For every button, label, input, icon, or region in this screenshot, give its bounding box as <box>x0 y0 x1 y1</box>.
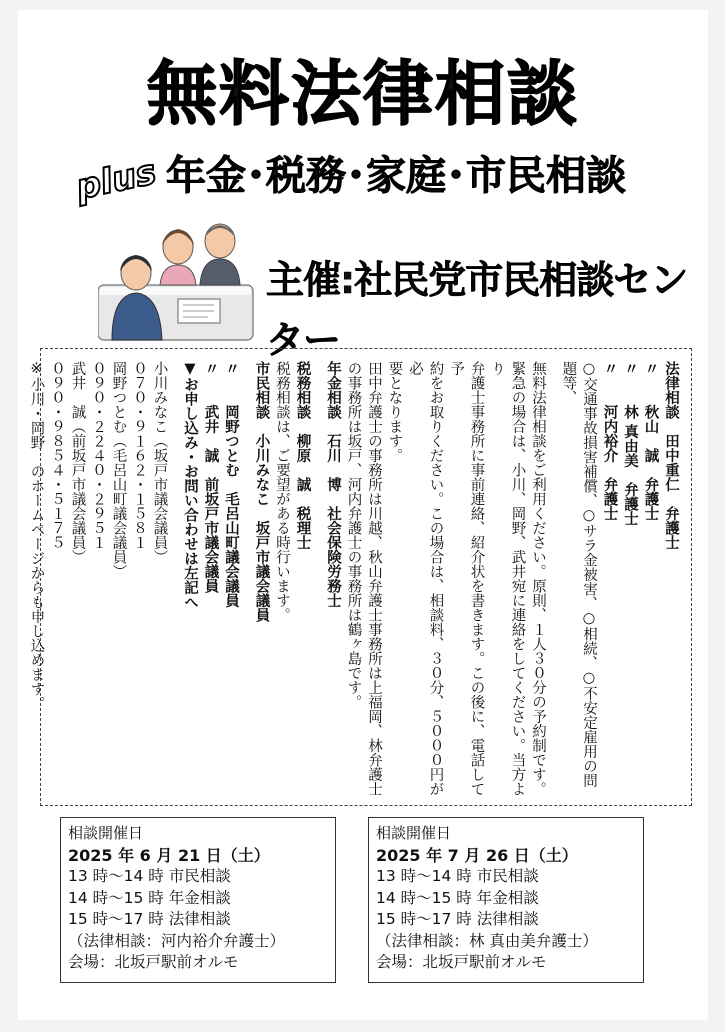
schedule-lawyer: （法律相談：河内裕介弁護士） <box>68 931 286 950</box>
lawyer-line: 〃 河内裕介 弁護士 <box>601 361 618 521</box>
consultation-illustration-icon <box>98 215 273 345</box>
contact-line: ０７０・９１６２・１５８１ <box>131 361 147 550</box>
citizen-line: 〃 岡野つとむ 毛呂山町議会議員 <box>223 361 239 608</box>
schedule-line: 15 時～17 時 法律相談 <box>68 910 231 928</box>
schedule-line: 14 時～15 時 年金相談 <box>68 888 231 907</box>
schedule-date: 2025 年 7 月 26 日（土） <box>376 845 578 865</box>
contact-line: 小川みなこ（坂戸市議会議員） <box>151 361 168 564</box>
schedule-box-july <box>368 817 644 983</box>
note-line: 要となります。 <box>386 361 403 463</box>
citizen-line: 市民相談 小川みなこ 坂戸市議会議員 <box>253 361 270 622</box>
lawyer-line: 〃 林 真由美 弁護士 <box>622 361 638 526</box>
main-title: 無料法律相談 <box>147 53 579 135</box>
contact-line: ０９０・９８５４・５１７５ <box>49 361 65 550</box>
schedule-heading: 相談開催日 <box>68 824 144 842</box>
schedule-venue: 会場：北坂戸駅前オルモ <box>376 953 547 971</box>
contact-heading: ▼お申し込み・お問い合わせは左記へ <box>182 361 198 609</box>
organizer: 主催:社民党市民相談センター <box>266 258 688 362</box>
note-line: 緊急の場合は、小川、岡野、武井宛に連絡をしてください。当方より <box>489 361 526 796</box>
subtitle: 年金･税務･家庭･市民相談 <box>166 153 626 199</box>
note-line: 田中弁護士の事務所は川越、秋山弁護士事務所は上福岡、林弁護士 <box>366 361 382 796</box>
plus-label: plus <box>72 152 160 208</box>
contact-line: 武井 誠（前坂戸市議会議員） <box>69 361 86 564</box>
contact-line: ０９０・２２４０・２９５１ <box>90 361 106 550</box>
note-line: 約をお取りください。この場合は、相談料、３０分、５０００円が必 <box>407 361 444 796</box>
schedule-date: 2025 年 6 月 21 日（土） <box>68 845 270 865</box>
lawyer-line: 法律相談 田中重仁 弁護士 <box>663 361 679 550</box>
schedule-line: 13 時～14 時 市民相談 <box>376 867 539 885</box>
citizen-line: 〃 武井 誠 前坂戸市議会議員 <box>202 361 219 593</box>
footnote: ※小川・岡野 のホームページからも申し込めます。 <box>28 361 45 711</box>
vertical-text-block <box>28 361 681 797</box>
schedule-heading: 相談開催日 <box>376 824 452 842</box>
flyer-page <box>18 10 708 1020</box>
lawyer-line: 〃 秋山 誠 弁護士 <box>642 361 659 521</box>
schedule-line: 15 時～17 時 法律相談 <box>376 910 539 928</box>
note-line: ○交通事故損害補償、○サラ金被害、○相続、○不安定雇用の問題等、 <box>560 361 597 788</box>
schedule-line: 13 時～14 時 市民相談 <box>68 867 231 885</box>
note-line: 弁護士事務所に事前連絡、紹介状を書きます。この後に、電話して予 <box>448 361 485 796</box>
consult-line: 税務相談 柳原 誠 税理士 <box>294 361 311 550</box>
note-line: の事務所は坂戸、河内弁護士の事務所は鶴ヶ島です。 <box>345 361 362 709</box>
schedule-venue: 会場：北坂戸駅前オルモ <box>68 953 239 971</box>
note-line: 無料法律相談をご利用ください。原則、１人３０分の予約制です。 <box>530 361 546 796</box>
consult-line: 年金相談 石川 博 社会保険労務士 <box>325 361 341 608</box>
schedule-line: 14 時～15 時 年金相談 <box>376 888 539 907</box>
schedule-box-june <box>60 817 336 983</box>
details-box <box>28 348 692 806</box>
contact-line: 岡野つとむ（毛呂山町議会議員） <box>110 361 127 579</box>
consult-line: 税務相談は、ご要望がある時行います。 <box>274 361 290 622</box>
schedule-lawyer: （法律相談：林 真由美弁護士） <box>376 931 598 950</box>
